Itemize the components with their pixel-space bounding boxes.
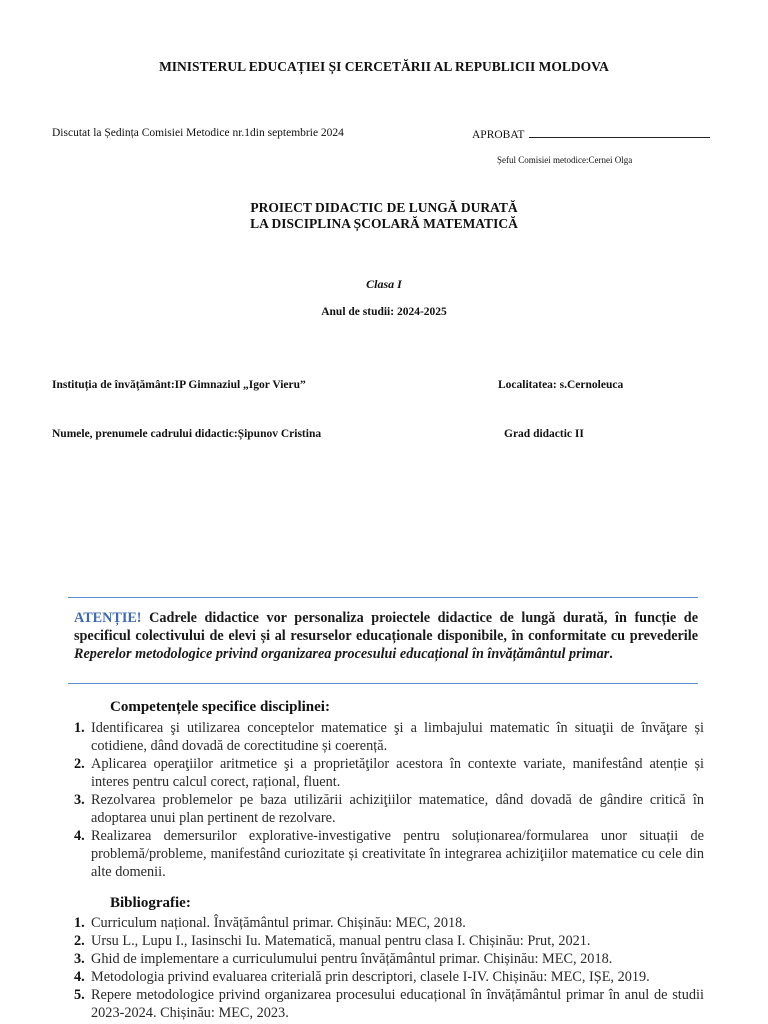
list-number: 4. — [74, 828, 85, 844]
approved-label: APROBAT — [472, 129, 525, 141]
list-number: 1. — [74, 720, 85, 736]
attention-italic-text: Reperelor metodologice privind organizarea procesului educațional în învățământul primar — [74, 646, 610, 662]
list-text: Identificarea şi utilizarea conceptelor matematice şi a limbajului matematic în situaţii de învăţare și cotidiene, dând dovadă de corectitudine și coerență. — [91, 720, 704, 754]
list-number: 3. — [74, 792, 85, 808]
attention-label: ATENȚIE! — [74, 610, 142, 626]
list-item — [74, 719, 704, 755]
list-text: Repere metodologice privind organizarea procesului educațional în învățământul primar în anul de studii 2023-2024. Chișinău: MEC, 2023. — [91, 987, 704, 1021]
project-title-line-1: PROIECT DIDACTIC DE LUNGĂ DURATĂ — [250, 200, 518, 215]
signature-line — [529, 127, 710, 138]
list-text: Rezolvarea problemelor pe baza utilizării achiziţiilor matematice, dând dovadă de gândire critică în adoptarea unui plan pertinent de rezolvare. — [91, 792, 704, 826]
bibliography-list — [74, 914, 704, 1022]
list-item — [74, 950, 704, 968]
divider-top — [68, 597, 698, 598]
list-number: 2. — [74, 756, 85, 772]
competences-list — [74, 719, 704, 881]
ministry-title: MINISTERUL EDUCAȚIEI ȘI CERCETĂRII AL REPUBLICII MOLDOVA — [159, 59, 609, 74]
list-number: 5. — [74, 987, 85, 1003]
list-item — [74, 827, 704, 881]
project-title — [0, 200, 768, 232]
list-text: Aplicarea operaţiilor aritmetice şi a proprietăţilor acestora în contexte variate, manifestând atenție și interes pentru calcul corect, rațional, fluent. — [91, 756, 704, 790]
attention-end: . — [609, 646, 613, 662]
list-text: Realizarea demersurilor explorative-investigative pentru soluționarea/formularea unor situații de problemă/probleme, manifestând curiozitate și creativitate în integrarea achiziţiilor matematice cu cele din alte domenii. — [91, 828, 704, 880]
list-item — [74, 968, 704, 986]
locality: Localitatea: s.Cernoleuca — [498, 379, 624, 391]
project-title-line-2: LA DISCIPLINA ȘCOLARĂ MATEMATICĂ — [250, 216, 518, 231]
divider-bottom — [68, 683, 698, 684]
attention-text: Cadrele didactice vor personaliza proiectele didactice de lungă durată, în funcție de specificul colectivului de elevi și al resurselor educaționale disponibile, în conformitate cu prevederile — [74, 610, 698, 644]
list-item — [74, 791, 704, 827]
bibliography-heading: Bibliografie: — [110, 895, 191, 911]
list-number: 4. — [74, 969, 85, 985]
list-number: 1. — [74, 915, 85, 931]
list-text: Metodologia privind evaluarea criterială prin descriptori, clasele I-IV. Chișinău: MEC, IȘE, 2019. — [91, 969, 650, 985]
teacher-name: Numele, prenumele cadrului didactic:Șipunov Cristina — [52, 428, 322, 440]
list-number: 3. — [74, 951, 85, 967]
list-item — [74, 914, 704, 932]
competences-heading: Competențele specifice disciplinei: — [110, 699, 330, 715]
class-label: Clasa I — [366, 277, 402, 291]
attention-note — [74, 609, 698, 663]
school-year: Anul de studii: 2024-2025 — [321, 306, 447, 318]
approval-block — [472, 127, 710, 141]
list-item — [74, 986, 704, 1022]
list-item — [74, 755, 704, 791]
list-item — [74, 932, 704, 950]
list-text: Curriculum național. Învățământul primar. Chișinău: MEC, 2018. — [91, 915, 466, 931]
head-of-commission: Șeful Comisiei metodice:Cernei Olga — [497, 155, 633, 165]
list-text: Ursu L., Lupu I., Iasinschi Iu. Matematică, manual pentru clasa I. Chișinău: Prut, 2021. — [91, 933, 591, 949]
list-text: Ghid de implementare a curriculumului pentru învățământul primar. Chișinău: MEC, 2018. — [91, 951, 613, 967]
list-number: 2. — [74, 933, 85, 949]
institution: Instituția de învățământ:IP Gimnaziul „Igor Vieru” — [52, 379, 306, 391]
teacher-grade: Grad didactic II — [504, 428, 584, 440]
discussion-note: Discutat la Ședința Comisiei Metodice nr.1din septembrie 2024 — [52, 127, 344, 139]
